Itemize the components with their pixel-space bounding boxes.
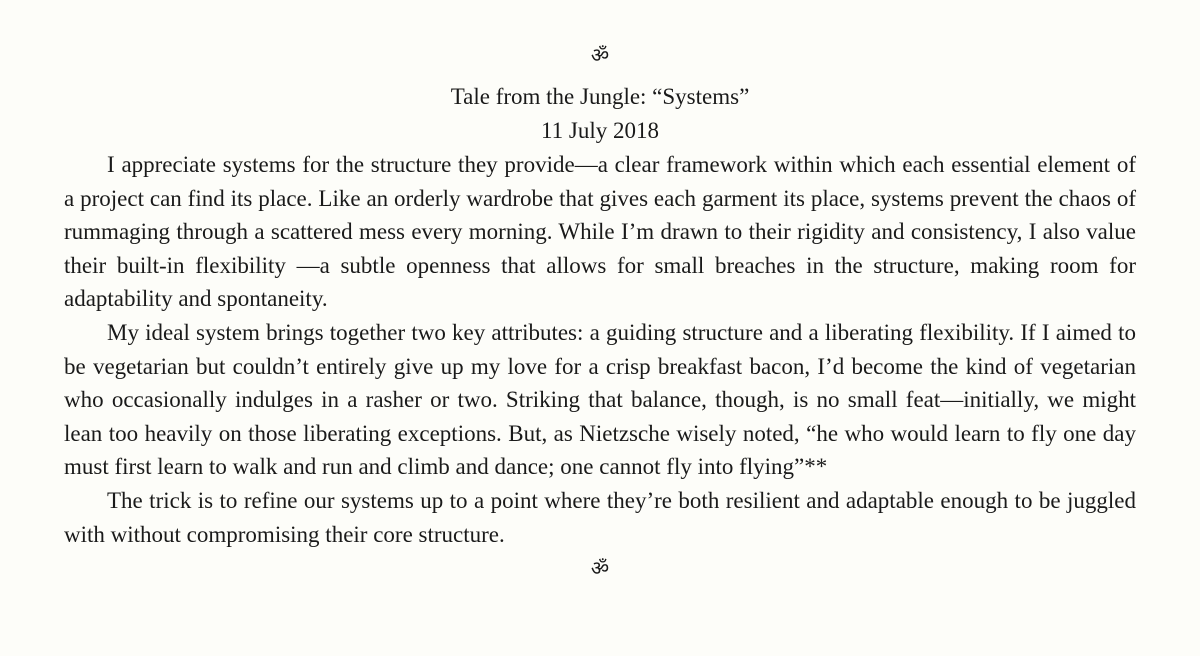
paragraph: I appreciate systems for the structure they provide—a clear framework within which each essential element of a project can find its place. Like an orderly wardrobe that gives each garment its place, systems prevent the chaos of rummaging through a scattered mess every morning. While I’m drawn to their rigidity and consistency, I also value their built-in flexibility —a subtle openness that allows for small breaches in the structure, making room for adaptability and spontaneity.: [64, 152, 1136, 312]
document-title: Tale from the Jungle: “Systems”: [450, 84, 750, 109]
document-body: [64, 148, 1136, 551]
om-symbol-icon: ॐ: [590, 556, 610, 581]
document-date: 11 July 2018: [541, 118, 659, 143]
paragraph: The trick is to refine our systems up to a point where they’re both resilient and adaptable enough to be juggled with without compromising their core structure.: [64, 487, 1136, 547]
paragraph: My ideal system brings together two key attributes: a guiding structure and a liberating flexibility. If I aimed to be vegetarian but couldn’t entirely give up my love for a crisp breakfast bacon, I’d become the kind of vegetarian who occasionally indulges in a rasher or two. Striking that balance, though, is no small feat—initially, we might lean too heavily on those liberating exceptions. But, as Nietzsche wisely noted, “he who would learn to fly one day must first learn to walk and run and climb and dance; one cannot fly into flying”**: [64, 319, 1136, 480]
om-symbol-icon: ॐ: [590, 43, 610, 67]
